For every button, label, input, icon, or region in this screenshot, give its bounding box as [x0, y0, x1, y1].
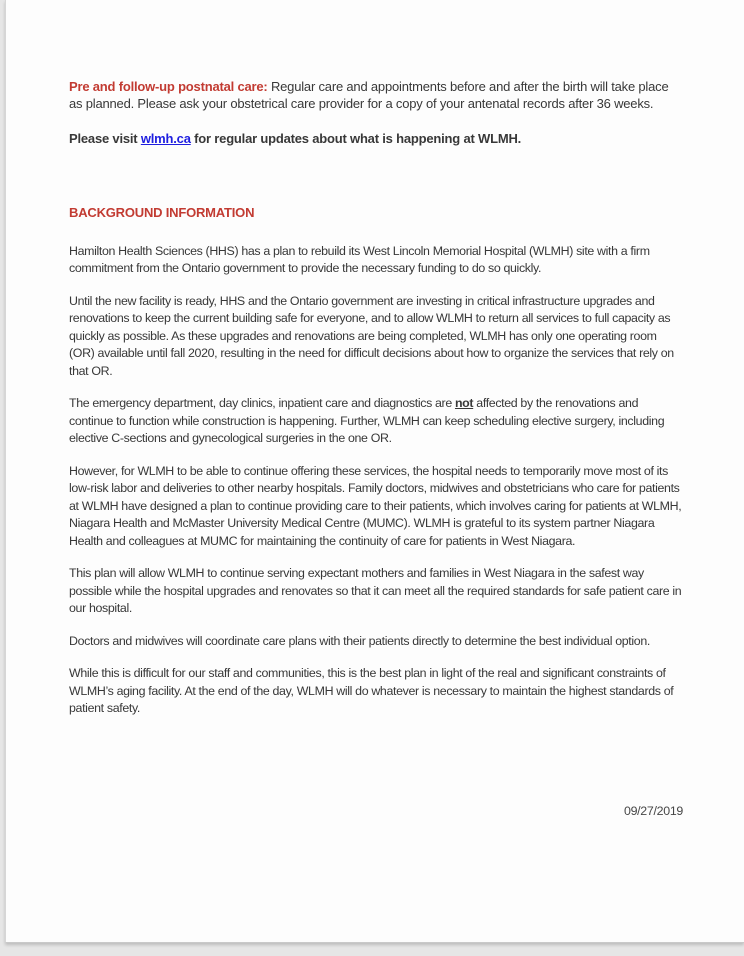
visit-line-prefix: Please visit	[69, 130, 141, 146]
not-emphasized-word: not	[454, 396, 474, 411]
emergency-text-before: The emergency department, day clinics, inpatient care and diagnostics are	[69, 396, 455, 411]
visit-line-suffix: for regular updates about what is happening at WLMH.	[190, 130, 522, 146]
paragraph-hamilton-plan: Hamilton Health Sciences (HHS) has a plan to rebuild its West Lincoln Memorial Hospital (WLMH) site with a firm commitment from the Ontario government to provide the necessary funding to do so quickly.	[69, 243, 650, 276]
paragraph-while-difficult: While this is difficult for our staff and communities, this is the best plan in light of the real and significant constraints of WLMH’s aging facility. At the end of the day, WLMH will do whatever is necessary to maintain the highest standards of patient safety.	[69, 666, 674, 716]
postnatal-care-heading: Pre and follow-up postnatal care:	[69, 79, 268, 94]
postnatal-care-text: Regular care and appointments before and after the birth will take place as planned. Please ask your obstetrical care provider for a copy of your antenatal records after 36 weeks.	[69, 79, 669, 112]
paragraph-this-plan: This plan will allow WLMH to continue serving expectant mothers and families in West Niagara in the safest way possible while the hospital upgrades and renovates so that it can meet all the required standards for safe patient care in our hospital.	[69, 566, 682, 616]
wlmh-link[interactable]: wlmh.ca	[140, 130, 191, 146]
background-information-heading: BACKGROUND INFORMATION	[69, 205, 255, 221]
document-page	[5, 0, 744, 943]
paragraph-however-temporary-move: However, for WLMH to be able to continue offering these services, the hospital needs to temporarily move most of its low-risk labor and deliveries to other nearby hospitals. Family doctors, midwives and obstetricians who care for patients at WLMH have designed a plan to continue providing care to their patients, which involves caring for patients at WLMH, Niagara Health and McMaster University Medical Centre (MUMC). WLMH is grateful to its system partner Niagara Health and colleagues at MUMC for maintaining the continuity of care for patients in West Niagara.	[69, 463, 682, 548]
emergency-text-after: affected by the renovations and continue to function while construction is happening. Further, WLMH can keep scheduling elective surgery, including elective C-sections and gynecological surgeries in the one OR.	[69, 396, 665, 446]
visit-updates-line	[69, 130, 683, 147]
postnatal-care-paragraph	[69, 78, 683, 113]
paragraph-emergency-not-affected	[69, 395, 683, 448]
paragraph-until-facility-ready: Until the new facility is ready, HHS and the Ontario government are investing in critical infrastructure upgrades and renovations to keep the current building safe for everyone, and to allow WLMH to return all services to full capacity as quickly as possible. As these upgrades and renovations are being completed, WLMH has only one operating room (OR) available until fall 2020, resulting in the need for difficult decisions about how to organize the services that rely on that OR.	[69, 293, 674, 378]
paragraph-doctors-midwives: Doctors and midwives will coordinate care plans with their patients directly to determine the best individual option.	[69, 633, 650, 648]
document-date: 09/27/2019	[623, 803, 683, 818]
